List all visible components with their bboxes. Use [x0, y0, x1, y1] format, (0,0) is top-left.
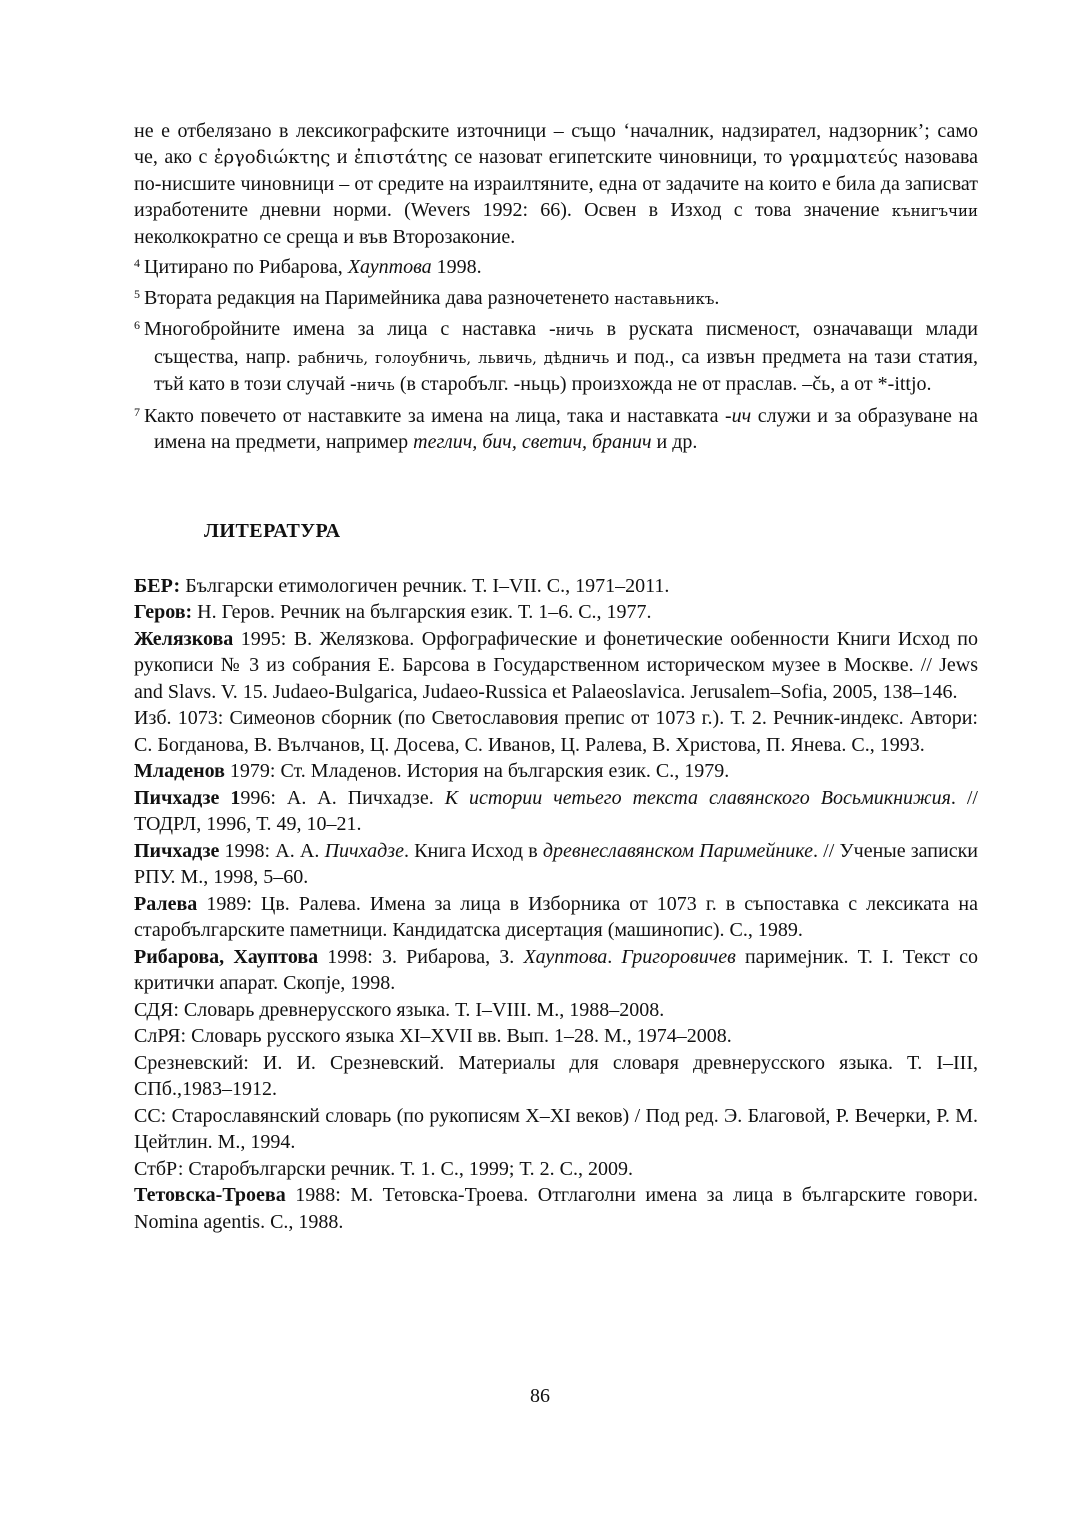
footnotes [134, 250, 978, 456]
page-body [134, 118, 978, 1235]
bib-entry-stbr: СтбР: Старобългарски речник. Т. 1. С., 1999; Т. 2. С., 2009. [134, 1157, 633, 1180]
footnote-4: $^4$ Цитирано по Рибарова, Хауптова 1998. [134, 256, 482, 278]
bib-entry-sdya: СДЯ: Словарь древнерусского языка. Т. I–VIII. М., 1988–2008. [134, 998, 665, 1021]
section-heading: ЛИТЕРАТУРА [204, 519, 341, 542]
bib-entry-ribarova: Рибарова, Хауптова 1998: З. Рибарова, З. Хауптова. Григоровичев паримејник. Т. I. Текст со критички апарат. Скопје, 1998. [134, 945, 979, 994]
bib-entry-izb: Изб. 1073: Симеонов сборник (по Светославовия препис от 1073 г.). Т. 2. Речник-индекс. Автори: С. Богданова, В. Вълчанов, Ц. Досева, С. Иванов, Ц. Ралева, В. Христова, П. Янева. С., 1993. [134, 707, 978, 756]
bib-entry-ber: БЕР: Български етимологичен речник. Т. I–VII. С., 1971–2011. [134, 574, 670, 597]
bib-entry-ss: СС: Старославянский словарь (по рукописям X–XI веков) / Под ред. Э. Благовой, Р. Вечерки, Р. М. Цейтлин. М., 1994. [134, 1104, 978, 1153]
bib-entry-zhelyazkova: Желязкова 1995: В. Желязкова. Орфографические и фонетические ообенности Книги Исход по рукописи № 3 из собрания Е. Барсова в Государственном историческом музее в Москве. // Jews and Slavs. V. 15. Judaeo-Bulgarica, Judaeo-Russica et Palaeoslavica. Jerusalem–Sofia, 2005, 138–146. [134, 627, 978, 703]
bib-entry-pichhadze-1996: Пичхадзе 1996: А. А. Пичхадзе. К истории четьего текста славянского Восьмикнижия. // ТОДРЛ, 1996, Т. 49, 10–21. [134, 786, 978, 835]
bib-entry-pichhadze-1998: Пичхадзе 1998: А. А. Пичхадзе. Книга Исход в древнеславянском Паримейнике. // Ученые записки РПУ. М., 1998, 5–60. [134, 839, 979, 888]
old-slavonic-word: кънигъчии [891, 202, 978, 220]
greek-word: γραμματεύς [788, 147, 899, 168]
bib-entry-slrya: СлРЯ: Словарь русского языка XI–XVII вв. Вып. 1–28. М., 1974–2008. [134, 1025, 732, 1047]
footnote-7: $^7$ Както повечето от наставките за имена на лица, така и наставката -ич служи и за образуване на имена на предмети, например теглич, бич, светич, бранич и др. [134, 404, 978, 453]
bib-entry-gerov: Геров: Н. Геров. Речник на българския език. Т. 1–6. С., 1977. [134, 601, 652, 623]
footnote-5: $^5$ Втората редакция на Паримейника дава разночетенето наставьникъ. [134, 286, 720, 309]
continuation-paragraph: не е отбелязано в лексикографските източници – също ‘началник, надзирател, надзорник’; само че, ако с ἐργοδιώκτης и ἐπιστάτης се назоват египетските чиновници, то γραμματεύς назовава по-нисшите чиновници – от средите на израилтяните, една от задачите на които е била да записват изработените дневни норми. (Wevers 1992: 66). Освен в Изход с това значение кънигъчии неколкократно се среща и във Второзаконие. [134, 120, 978, 248]
page-number: 86 [530, 1385, 550, 1407]
bib-entry-tetovska: Тетовска-Троева 1988: М. Тетовска-Троева. Отглаголни имена за лица в българските говори. Nomina agentis. С., 1988. [134, 1184, 978, 1233]
greek-word: ἐργοδιώκτης [213, 147, 331, 168]
bibliography [134, 573, 978, 1236]
footnote-6: $^6$ Многобройните имена за лица с наставка -ничь в руската писменост, означаващи млади същества, напр. рабничь, голоубничь, львичь, дѣдничь и под., са извън предмета на тази статия, тъй като в този случай -ничь (в старобълг. -ньць) произхожда не от праслав. –čь, а от *-ittjo. [134, 318, 979, 395]
bib-entry-mladenov: Младенов 1979: Ст. Младенов. История на българския език. С., 1979. [134, 760, 730, 782]
greek-word: ἐπιστάτης [353, 147, 448, 168]
bib-entry-raleva: Ралева 1989: Цв. Ралева. Имена за лица в Изборника от 1073 г. в съпоставка с лексиката на старобългарските паметници. Кандидатска дисертация (машинопис). С., 1989. [134, 892, 978, 941]
bib-entry-sreznevsky: Срезневский: И. И. Срезневский. Материалы для словаря древнерусского языка. Т. I–III, СПб.,1983–1912. [134, 1051, 978, 1100]
